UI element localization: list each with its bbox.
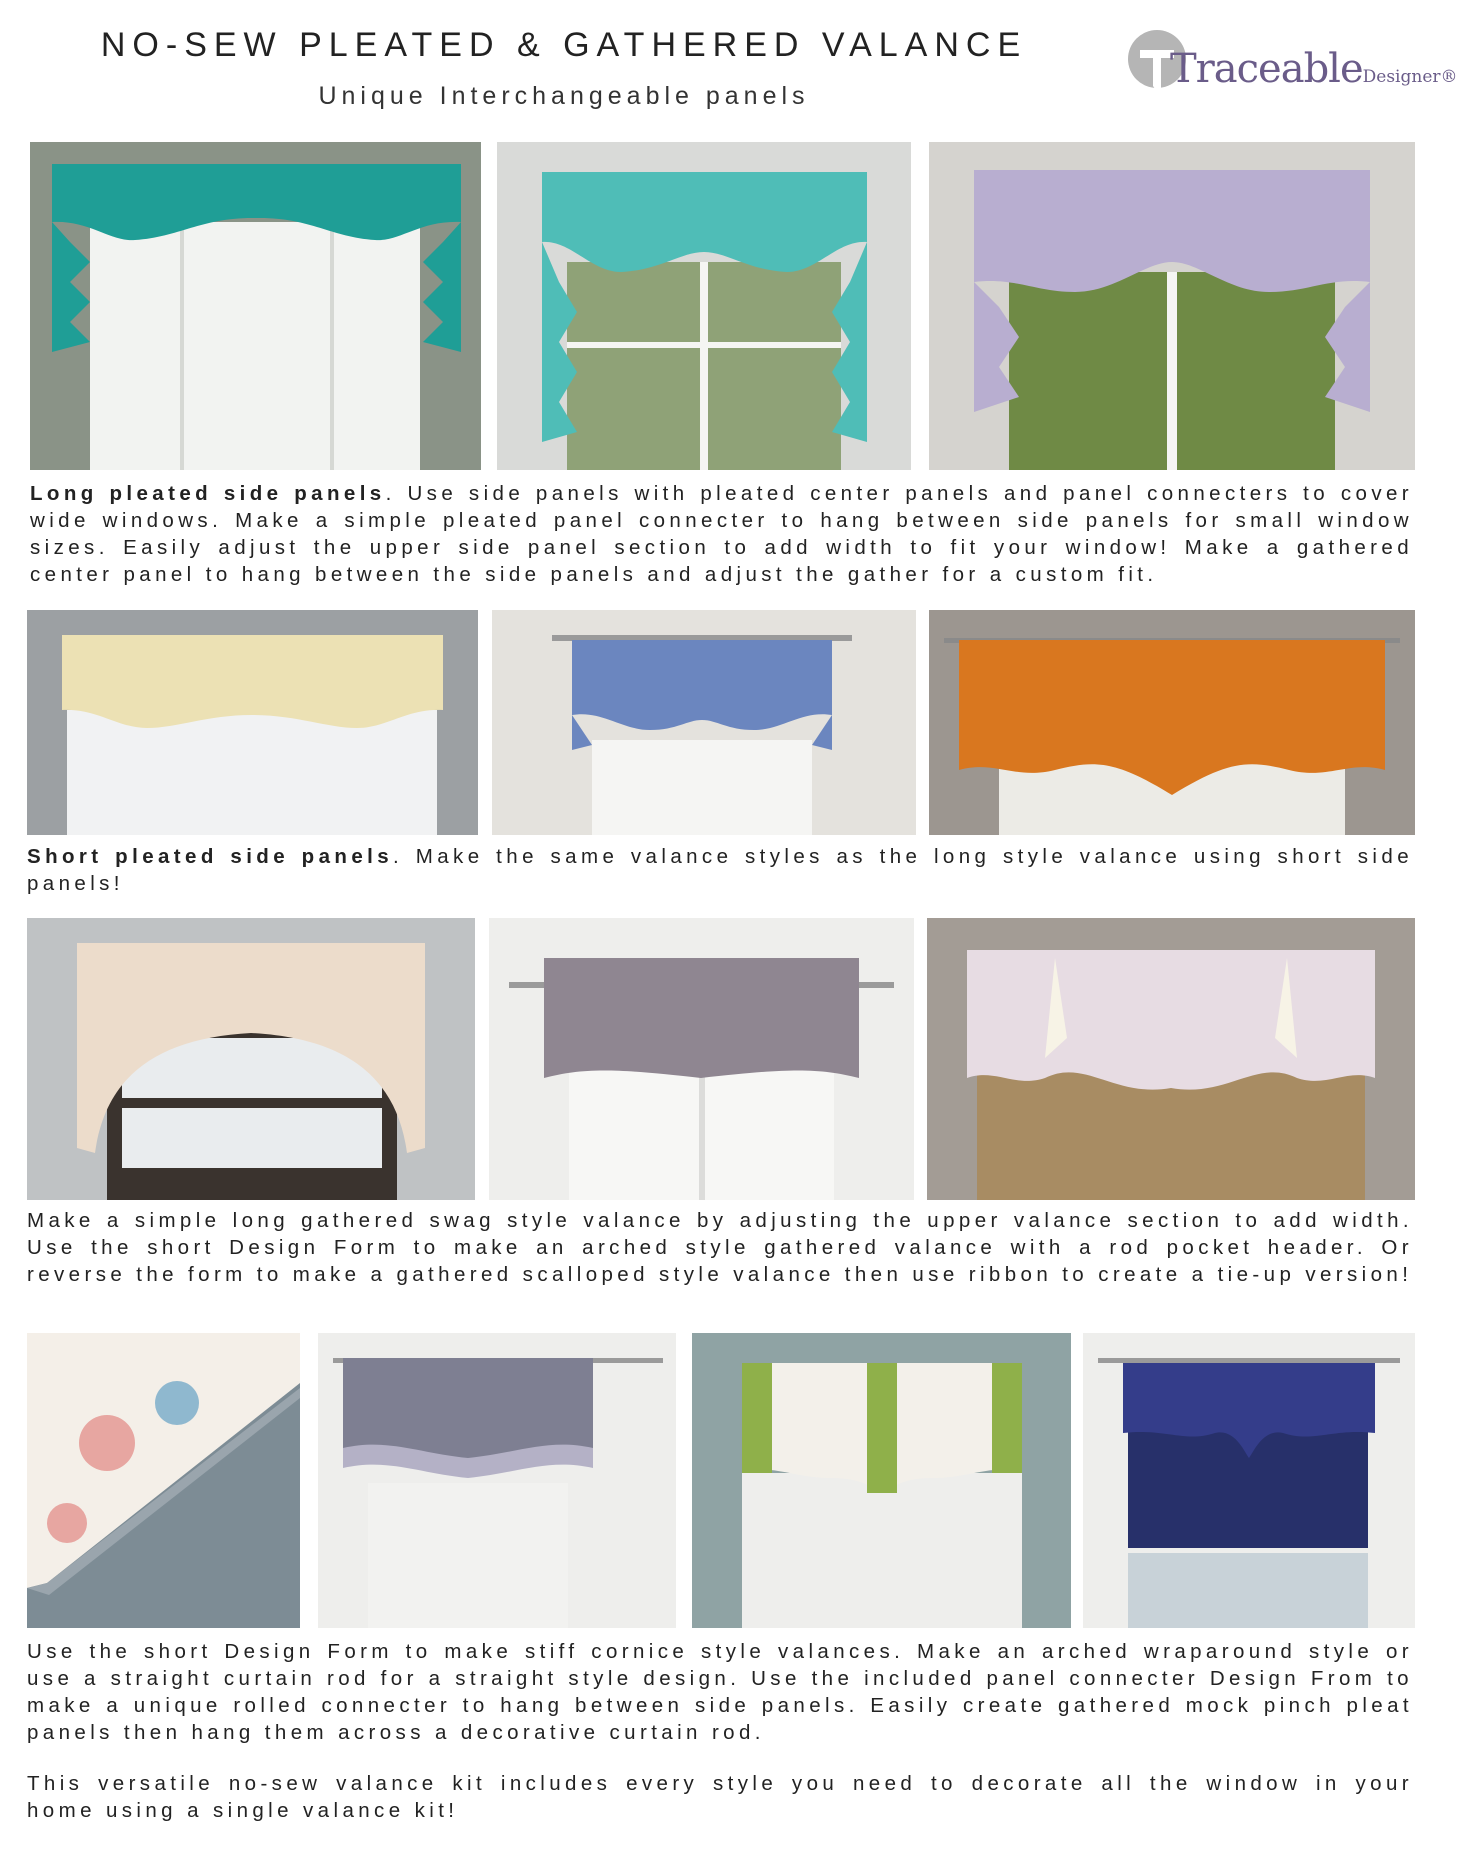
section-cornice-text: Use the short Design Form to make stiff cornice style valances. Make an arched wraparound style or use a straight curtain rod for a straight style design. Use the included panel connecter Design From to make a unique rolled connecter to hang between side panels. Easily create gathered mock pinch pleat panels then hang them across a decorative curtain rod. — [27, 1640, 1413, 1744]
section-long-pleated-body: . Use side panels with pleated center panels and panel connecters to cover wide windows. Make a simple pleated panel connecter to hang between side panels for small window sizes. Easily adjust the upper side panel section to add width to fit your window! Make a gathered center panel to hang between the side panels and adjust the gather for a custom fit. — [30, 482, 1413, 586]
photo-bird-print-connecter — [692, 1333, 1071, 1628]
photo-cream-short-valance — [27, 610, 478, 835]
section-kit-summary-text: This versatile no-sew valance kit includes every style you need to decorate all the window in your home using a single valance kit! — [27, 1772, 1413, 1822]
section-short-pleated-text — [27, 843, 1413, 897]
photo-navy-mock-pinch-pleat — [1083, 1333, 1415, 1628]
section-long-pleated-text — [30, 480, 1413, 588]
logo-brand: Traceable — [1170, 46, 1363, 92]
photo-medallion-cornice — [318, 1333, 676, 1628]
page-subtitle: Unique Interchangeable panels — [318, 82, 810, 110]
photo-beige-swag-valance — [27, 918, 475, 1200]
photo-beaded-cornice-closeup — [27, 1333, 300, 1628]
photo-floral-tie-up-valance — [927, 918, 1415, 1200]
section-long-pleated-heading: Long pleated side panels — [30, 482, 386, 505]
logo-suffix: Designer — [1362, 67, 1441, 87]
photo-blue-short-valance — [492, 610, 916, 835]
photo-taupe-rod-pocket-valance — [489, 918, 914, 1200]
section-short-pleated-heading: Short pleated side panels — [27, 845, 394, 868]
photo-teal-pleated-valance — [30, 142, 481, 470]
photo-lavender-gathered-valance — [929, 142, 1415, 470]
photo-aqua-pleated-valance — [497, 142, 911, 470]
logo-reg: ® — [1440, 67, 1458, 87]
brand-logo[interactable] — [1118, 24, 1458, 114]
photo-orange-floral-valance — [929, 610, 1415, 835]
section-short-pleated-body: . Make the same valance styles as the long style valance using short side panels! — [27, 845, 1413, 895]
page-title: NO-SEW PLEATED & GATHERED VALANCE — [100, 26, 1028, 64]
section-gathered-text: Make a simple long gathered swag style valance by adjusting the upper valance section to add width. Use the short Design Form to make an arched style gathered valance with a rod pocket header. Or reverse the form to make a gathered scalloped style valance then use ribbon to create a tie-up version! — [27, 1209, 1413, 1286]
